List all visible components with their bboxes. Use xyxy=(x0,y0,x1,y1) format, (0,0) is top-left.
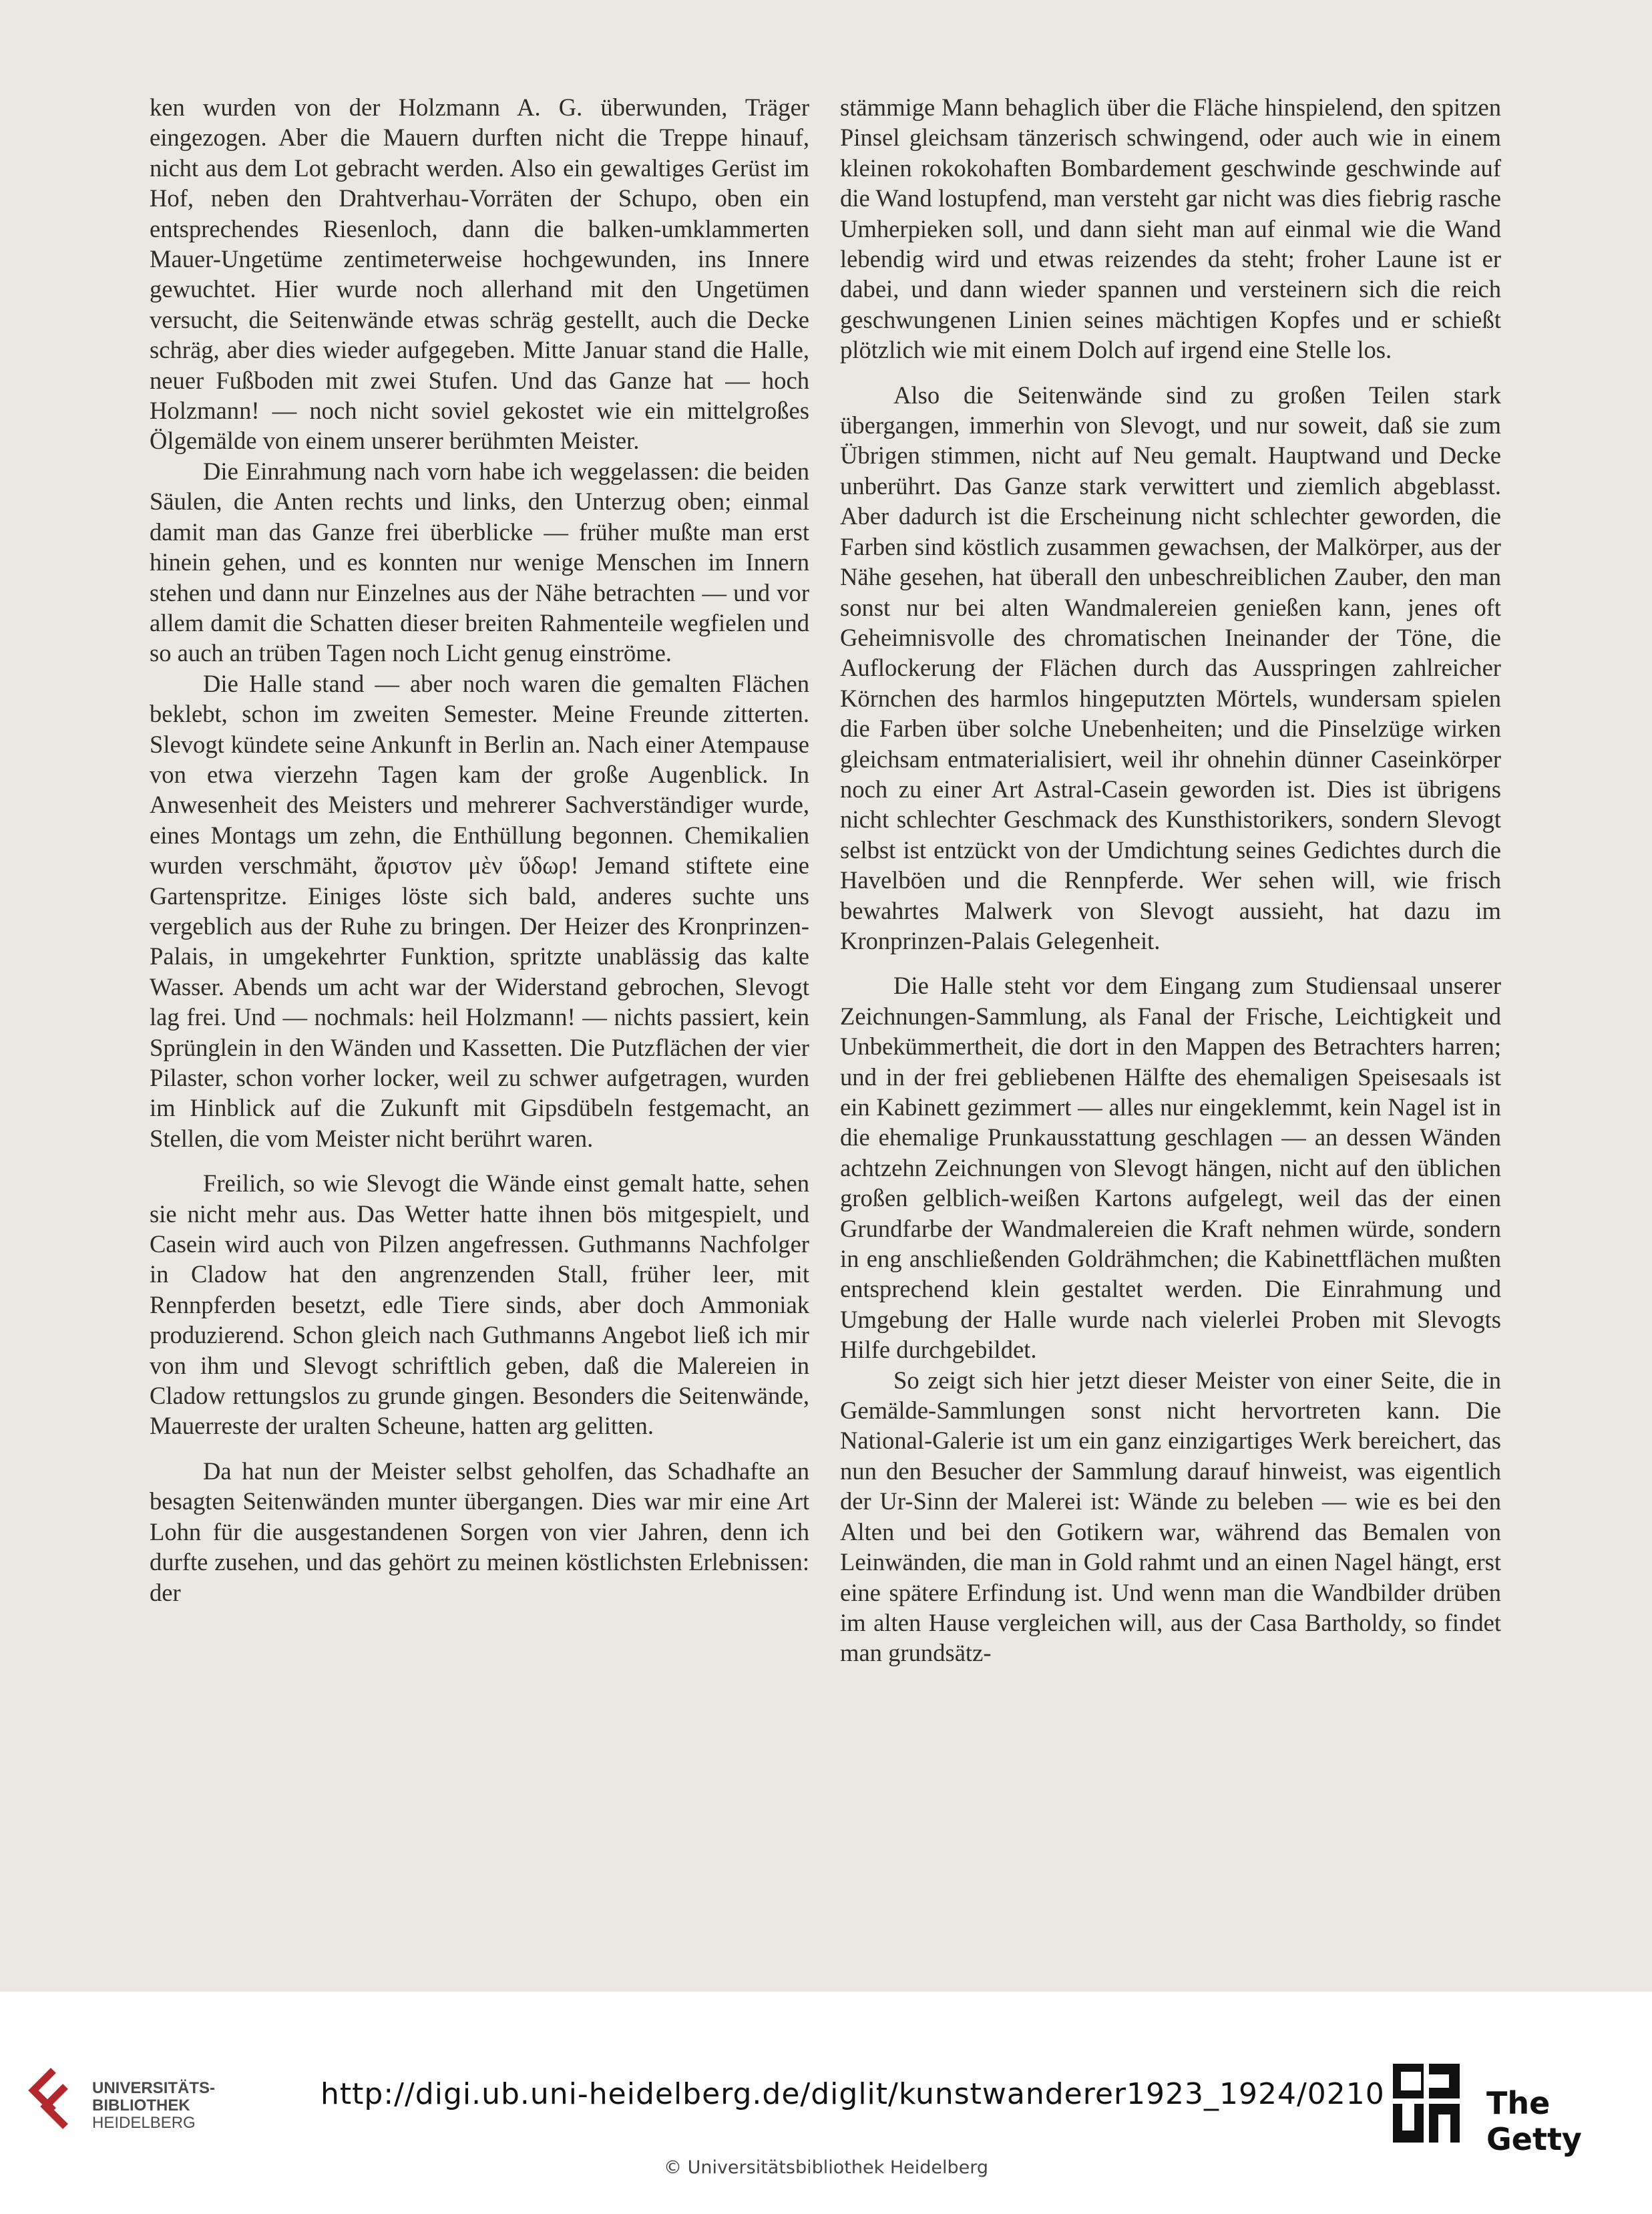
library-line: UNIVERSITÄTS- xyxy=(92,2079,216,2097)
paragraph: So zeigt sich hier jetzt dieser Meister von einer Seite, die in Gemälde-Sammlungen sonst nicht hervortreten kann. Die National-Galerie ist um ein ganz einzigartiges Werk bereichert, das nun den Besucher der Sammlung darauf hinweist, was eigentlich der Ur-Sinn der Malerei ist: Wände zu beleben — wie es bei den Alten und bei den Gotikern war, während das Bemalen von Leinwänden, die man in Gold rahmt und an einen Nagel hängt, erst eine spätere Erfindung ist. Und wenn man die Wandbilder drüben im alten Hause vergleichen will, aus der Casa Bartholdy, so findet man grundsätz- xyxy=(840,1366,1501,1667)
library-line: BIBLIOTHEK xyxy=(92,2096,190,2114)
paragraph: Die Halle stand — aber noch waren die gemalten Flächen beklebt, schon im zweiten Semester. Meine Freunde zitterten. Slevogt kündete seine Ankunft in Berlin an. Nach einer Atempause von etwa vierzehn Tagen kam der große Augenblick. In Anwesenheit des Meisters und mehrerer Sachverständiger wurde, eines Montags um zehn, die Enthüllung begonnen. Chemikalien wurden verschmäht, ἄριστον μὲν ὕδωρ! Jemand stiftete eine Gartenspritze. Einiges löste sich bald, anderes suchte uns vergeblich aus der Ruhe zu bringen. Der Heizer des Kronprinzen-Palais, in umgekehrter Funktion, spritzte unablässig das kalte Wasser. Abends um acht war der Widerstand gebrochen, Slevogt lag frei. Und — nochmals: heil Holzmann! — nichts passiert, kein Sprünglein in den Wänden und Kassetten. Die Putzflächen der vier Pilaster, schon vorher locker, weil zu schwer aufgetragen, wurden im Hinblick auf die Zukunft mit Gipsdübeln festgemacht, an Stellen, die vom Meister nicht berührt waren. xyxy=(150,669,809,1152)
paragraph: Die Einrahmung nach vorn habe ich weggelassen: die beiden Säulen, die Anten rechts und links, den Unterzug oben; einmal damit man das Ganze frei überblicke — früher mußte man erst hinein gehen, und es konnten nur wenige Menschen im Innern stehen und dann nur Einzelnes aus der Nähe betrachten — und vor allem damit die Schatten dieser breiten Rahmenteile wegfielen und so auch an trüben Tagen noch Licht genug einströme. xyxy=(150,457,809,667)
paragraph: stämmige Mann behaglich über die Fläche hinspielend, den spitzen Pinsel gleichsam tänzerisch schwingend, oder auch wie in einem kleinen rokokohaften Bombardement geschwinde geschwinde auf die Wand lostupfend, man versteht gar nicht was dies fiebrig rasche Umherpieken soll, und dann sieht man auf einmal wie die Wand lebendig wird und etwas reizendes da steht; froher Laune ist er dabei, und dann wieder spannen und versteinern sich die reich geschwungenen Linien seines mächtigen Kopfes und er schießt plötzlich wie mit einem Dolch auf irgend eine Stelle los. xyxy=(840,94,1501,364)
left-text-column xyxy=(150,92,809,1608)
library-line: HEIDELBERG xyxy=(92,2114,196,2132)
permalink-url[interactable]: http://digi.ub.uni-heidelberg.de/diglit/kunstwanderer1923_1924/0210 xyxy=(321,2077,1385,2111)
paragraph: Also die Seitenwände sind zu großen Teilen stark übergangen, immerhin von Slevogt, und nur soweit, daß sie zum Übrigen stimmen, nicht auf Neu gemalt. Hauptwand und Decke unberührt. Das Ganze stark verwittert und ziemlich abgeblasst. Aber dadurch ist die Erscheinung nicht schlechter geworden, die Farben sind köstlich zusammen gewachsen, der Malkörper, aus der Nähe gesehen, hat überall den unbeschreiblichen Zauber, den man sonst nur bei alten Wandmalereien genießen kann, jenes oft Geheimnisvolle des chromatischen Ineinander der Töne, die Auflockerung der Flächen durch das Ausspringen zahlreicher Körnchen des harmlos hingeputzten Mörtels, wundersam spielen die Farben über solche Unebenheiten; und die Pinselzüge wirken gleichsam entmaterialisiert, weil ihr ohnehin dünner Caseinkörper noch zu einer Art Astral-Casein geworden ist. Dies ist übrigens nicht schlechter Geschmack des Kunsthistorikers, sondern Slevogt selbst ist entzückt von der Umdichtung seines Gedichtes durch die Havelböen und die Rennpferde. Wer sehen will, wie frisch bewahrtes Malwerk von Slevogt aussieht, hat dazu im Kronprinzen-Palais Gelegenheit. xyxy=(840,381,1501,954)
right-text-column xyxy=(840,92,1501,1668)
paragraph: Freilich, so wie Slevogt die Wände einst gemalt hatte, sehen sie nicht mehr aus. Das Wetter hatte ihnen bös mitgespielt, und Casein wird auch von Pilzen angefressen. Guthmanns Nachfolger in Cladow hat den angrenzenden Stall, früher leer, mit Rennpferden besetzt, edle Tiere sinds, aber doch Ammoniak produzierend. Schon gleich nach Guthmanns Angebot ließ ich mir von ihm und Slevogt schriftlich geben, daß die Malereien in Cladow rettungslos zu grunde gingen. Besonders die Seitenwände, Mauerreste der uralten Scheune, hatten arg gelitten. xyxy=(150,1169,809,1440)
getty-label: The Getty xyxy=(1486,2085,1582,2157)
library-name xyxy=(92,2080,215,2132)
getty-logo-icon xyxy=(1390,2061,1462,2148)
paragraph: Da hat nun der Meister selbst geholfen, das Schadhafte an besagten Seitenwänden munter übergangen. Dies war mir eine Art Lohn für die ausgestandenen Sorgen von vier Jahren, denn ich durfte zusehen, und das gehört zu meinen köstlichsten Erlebnissen: der xyxy=(150,1457,809,1606)
paragraph: Die Halle steht vor dem Eingang zum Studiensaal unserer Zeichnungen-Sammlung, als Fanal der Frische, Leichtigkeit und Unbekümmertheit, die dort in den Mappen des Betrachters harren; und in der frei gebliebenen Hälfte des ehemaligen Speisesaals ist ein Kabinett gezimmert — alles nur eingeklemmt, kein Nagel ist in die ehemalige Prunkausstattung geschlagen — an dessen Wänden achtzehn Zeichnungen von Slevogt hängen, nicht auf den üblichen großen gelblich-weißen Kartons aufgelegt, weil das der einen Grundfarbe der Wandmalereien die Kraft nehmen würde, sondern in eng anschließenden Goldrähmchen; die Kabinettflächen mußten entsprechend klein gestaltet werden. Die Einrahmung und Umgebung der Halle wurde nach vielerlei Proben mit Slevogts Hilfe durchgebildet. xyxy=(840,972,1501,1364)
paragraph: ken wurden von der Holzmann A. G. überwunden, Träger eingezogen. Aber die Mauern durften nicht die Treppe hinauf, nicht aus dem Lot gebracht werden. Also ein gewaltiges Gerüst im Hof, neben den Drahtverhau-Vorräten der Schupo, oben ein entsprechendes Riesenloch, dann die balken-umklammerten Mauer-Ungetüme zentimeterweise hochgewunden, ins Innere gewuchtet. Hier wurde noch allerhand mit den Ungetümen versucht, die Seitenwände etwas schräg gestellt, auch die Decke schräg, aber dies wieder aufgegeben. Mitte Januar stand die Halle, neuer Fußboden mit zwei Stufen. Und das Ganze hat — hoch Holzmann! — noch nicht soviel gekostet wie ein mittelgroßes Ölgemälde von einem unserer berühmten Meister. xyxy=(150,94,809,455)
uni-heidelberg-logo-icon xyxy=(27,2066,84,2131)
footer-bar xyxy=(0,1992,1652,2214)
copyright-notice: © Universitätsbibliothek Heidelberg xyxy=(663,2157,988,2178)
